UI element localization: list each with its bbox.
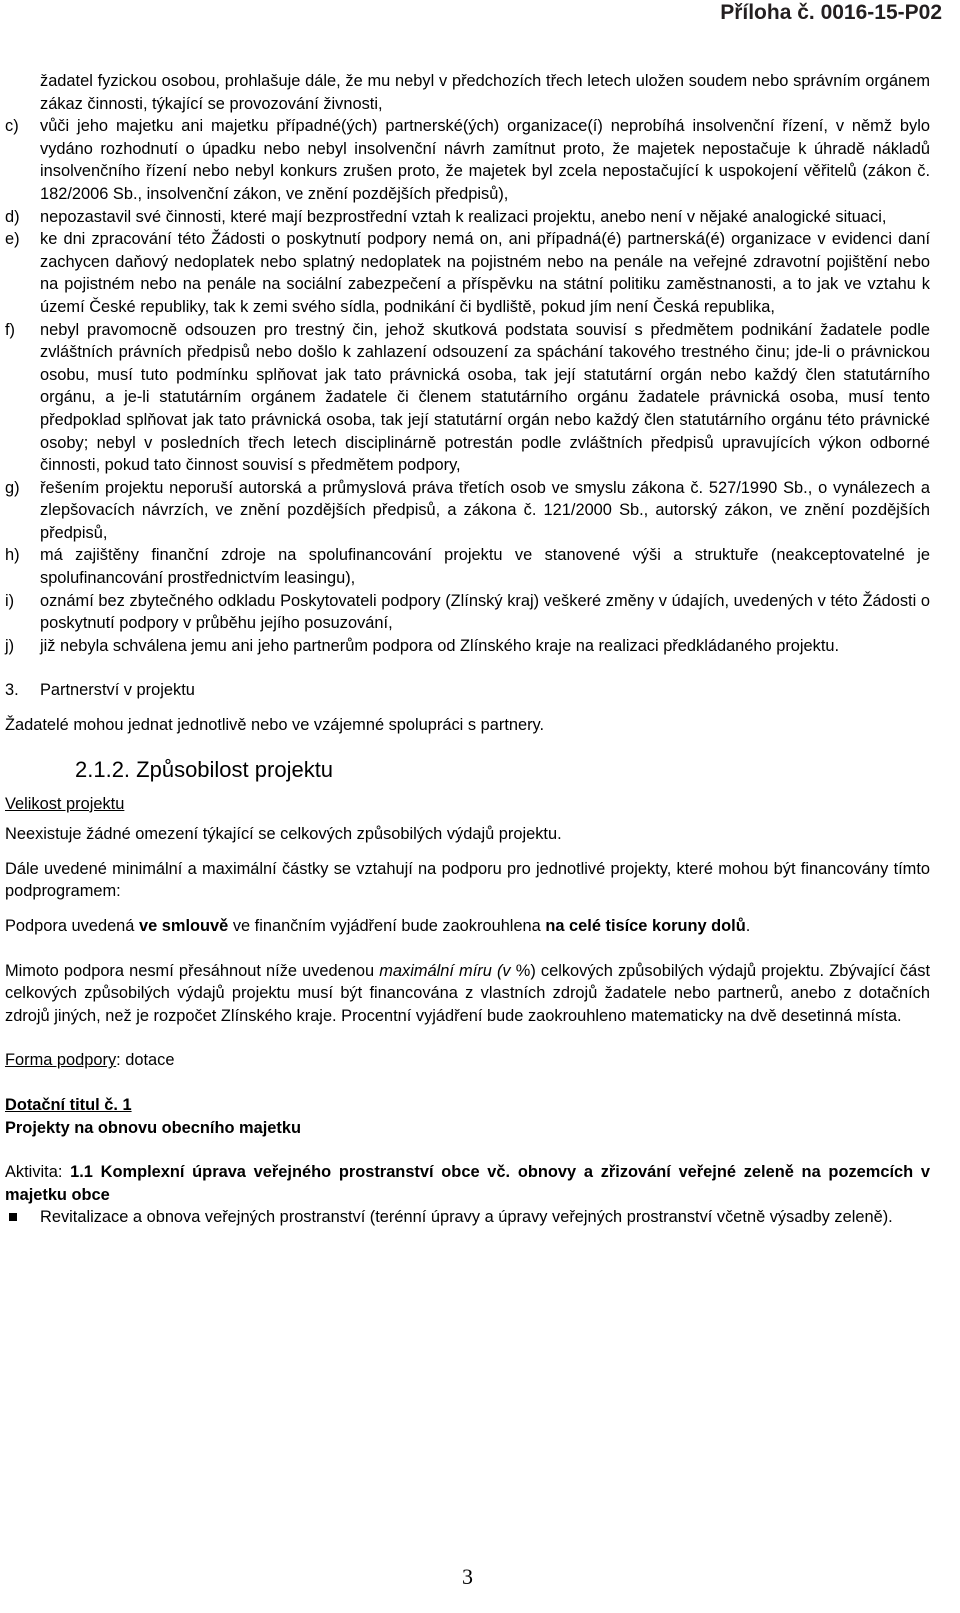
conditions-list bbox=[5, 115, 930, 657]
condition-item bbox=[5, 477, 930, 545]
rounding-text-2: ve finančním vyjádření bude zaokrouhlena bbox=[228, 917, 546, 935]
max-rate-italic: maximální míru (v bbox=[379, 961, 511, 980]
support-form-value: : dotace bbox=[116, 1051, 175, 1070]
project-size-label: Velikost projektu bbox=[5, 794, 125, 813]
min-max-text: Dále uvedené minimální a maximální částky se vztahují na podporu pro jednotlivé projekty, které mohou být financovány tímto podprogramem: bbox=[5, 859, 930, 901]
bullet-text: Revitalizace a obnova veřejných prostranství (terénní úpravy a úpravy veřejných prostranství včetně výsadby zeleně). bbox=[40, 1208, 893, 1227]
max-rate-paragraph bbox=[5, 960, 930, 1028]
item-marker: f) bbox=[5, 320, 16, 339]
document-body bbox=[5, 70, 930, 1229]
item-text: nebyl pravomocně odsouzen pro trestný čin, jehož skutková podstata souvisí s předmětem podnikání žadatele podle zvláštních právních předpisů nebo došlo k zahlazení odsouzení za spáchání takového trestného činu; jde-li o právnickou osobu, musí tuto podmínku splňovat jak tato právnická osoba, tak její statutární orgán nebo každý člen statutárního orgánu, a je-li statutárním orgánem žadatele či členem statutárního orgánu žadatele právnická osoba, musí tento předpoklad splňovat jak tato právnická osoba, tak její statutární orgán nebo každý člen statutárního orgánu této právnické osoby; nebyl v posledních třech letech disciplinárně potrestán podle zvláštních předpisů upravujících výkon odborné činnosti, pokud tato činnost souvisí s předmětem podpory, bbox=[40, 320, 930, 475]
project-size-text: Neexistuje žádné omezení týkající se celkových způsobilých výdajů projektu. bbox=[5, 825, 562, 844]
section-number: 3. bbox=[5, 681, 19, 700]
activity-paragraph bbox=[5, 1161, 930, 1206]
max-rate-text-2: %) celkových způsobilých výdajů projektu. Zbývající část celkových způsobilých výdajů projektu musí být financována z vlastních zdrojů žadatele nebo partnerů, anebo z dotačních zdrojů jiných, než je rozpočet Zlínského kraje. Procentní vyjádření bude zaokrouhleno matematicky na dvě desetinná místa. bbox=[5, 961, 930, 1025]
support-form bbox=[5, 1049, 930, 1072]
page-number: 3 bbox=[462, 1564, 473, 1589]
item-text: řešením projektu neporuší autorská a průmyslová práva třetích osob ve smyslu zákona č. 527/1990 Sb., o vynálezech a zlepšovacích návrzích, ve znění pozdějších předpisů, a zákona č. 121/2000 Sb., autorský zákon, ve znění pozdějších předpisů, bbox=[40, 478, 930, 542]
subsidy-title-name: Projekty na obnovu obecního majetku bbox=[5, 1118, 301, 1137]
item-marker: d) bbox=[5, 207, 20, 226]
item-marker: j) bbox=[5, 636, 15, 655]
item-marker: e) bbox=[5, 230, 20, 249]
item-text: má zajištěny finanční zdroje na spolufinancování projektu ve stanovené výši a struktuře (neakceptovatelné je spolufinancování prostřednictvím leasingu), bbox=[40, 546, 930, 588]
rounding-paragraph bbox=[5, 915, 930, 938]
eligibility-heading: 2.1.2. Způsobilost projektu bbox=[75, 756, 334, 782]
activity-title: 1.1 Komplexní úprava veřejného prostranství obce vč. obnovy a zřizování veřejné zeleně na pozemcích v majetku obce bbox=[5, 1163, 930, 1204]
condition-item bbox=[5, 206, 930, 229]
item-text: vůči jeho majetku ani majetku případné(ých) partnerské(ých) organizace(í) neprobíhá insolvenční řízení, v němž bylo vydáno rozhodnutí o úpadku nebo nebyl insolvenční návrh zamítnut proto, že majetek nepostačuje k úhradě nákladů insolvenčního řízení nebo nebyl konkurs zrušen proto, že majetek byl zcela nepostačující k uspokojení věřitelů (zákon č. 182/2006 Sb., insolvenční zákon, ve znění pozdějších předpisů), bbox=[40, 117, 930, 203]
support-form-label: Forma podpory bbox=[5, 1051, 117, 1070]
condition-item bbox=[5, 115, 930, 205]
condition-item bbox=[5, 590, 930, 635]
rounding-text-3: . bbox=[745, 917, 751, 935]
item-marker: g) bbox=[5, 478, 20, 497]
activity-prefix: Aktivita: bbox=[5, 1163, 71, 1182]
condition-item bbox=[5, 544, 930, 589]
subsidy-title-label: Dotační titul č. 1 bbox=[5, 1095, 132, 1114]
condition-item bbox=[5, 319, 930, 477]
item-marker: h) bbox=[5, 546, 20, 565]
list-item bbox=[5, 1206, 930, 1229]
partnership-text: Žadatelé mohou jednat jednotlivě nebo ve vzájemné spolupráci s partnery. bbox=[5, 716, 545, 735]
section-title-text: Partnerství v projektu bbox=[40, 681, 195, 700]
max-rate-text-1: Mimoto podpora nesmí přesáhnout níže uvedenou bbox=[5, 961, 380, 980]
item-marker: c) bbox=[5, 117, 19, 136]
condition-item bbox=[5, 635, 930, 658]
rounding-bold-1: ve smlouvě bbox=[138, 917, 229, 935]
item-marker: i) bbox=[5, 591, 15, 610]
conditions-intro: žadatel fyzickou osobou, prohlašuje dále, že mu nebyl v předchozích třech letech uložen soudem nebo správním orgánem zákaz činnosti, týkající se provozování živnosti, bbox=[40, 72, 930, 113]
rounding-text-1: Podpora uvedená bbox=[5, 917, 139, 935]
item-text: již nebyla schválena jemu ani jeho partnerům podpora od Zlínského kraje na realizaci předkládaného projektu. bbox=[40, 636, 840, 655]
annex-number: Příloha č. 0016-15-P02 bbox=[720, 1, 942, 24]
item-text: ke dni zpracování této Žádosti o poskytnutí podpory nemá on, ani případná(é) partnerská(é) organizace v evidenci daní zachycen daňový nedoplatek nebo splatný nedoplatek na pojistném nebo na penále na veřejné zdravotní pojištění nebo na pojistném nebo na penále na sociální zabezpečení a příspěvku na státní politiku zaměstnanosti, a to jak ve vztahu k území České republiky, tak k zemi svého sídla, podnikání či bydliště, pokud jím není Česká republika, bbox=[40, 230, 930, 316]
item-text: nepozastavil své činnosti, které mají bezprostřední vztah k realizaci projektu, anebo není v nějaké analogické situaci, bbox=[40, 207, 887, 226]
bullet-marker bbox=[5, 1206, 40, 1229]
rounding-bold-2: na celé tisíce koruny dolů bbox=[545, 917, 746, 935]
item-text: oznámí bez zbytečného odkladu Poskytovateli podpory (Zlínský kraj) veškeré změny v údajích, uvedených v této Žádosti o poskytnutí podpory v průběhu jejího posuzování, bbox=[40, 591, 930, 633]
condition-item bbox=[5, 228, 930, 318]
section-title-partnership bbox=[5, 679, 930, 702]
